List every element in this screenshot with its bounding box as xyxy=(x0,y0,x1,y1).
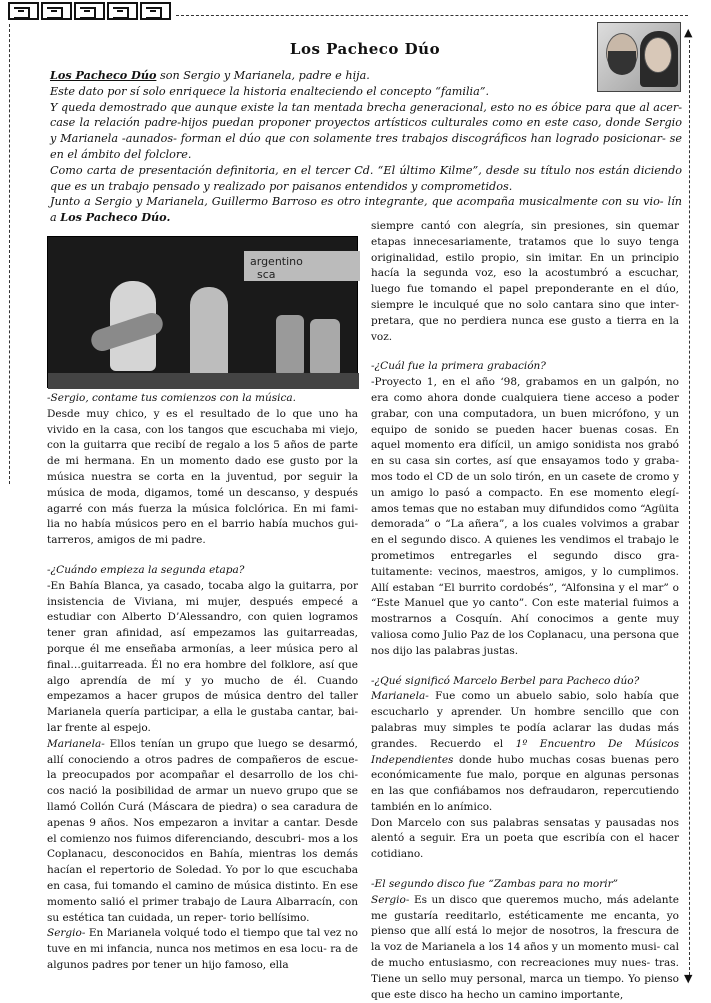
question-6: -¿Qué significó Marcelo Berbel para Pacheco dúo? xyxy=(371,674,640,687)
intro-duo-name: Los Pacheco Dúo. xyxy=(60,210,171,225)
intro-para-3: Como carta de presentación definitoria, en el tercer Cd. “El último Kilme”, desde su título nos están diciendo que es un trabajo pensado y realizado por paisanos entendidos y comprometidos. xyxy=(50,163,682,193)
answer-2: -En Bahía Blanca, ya casado, tocaba algo la guitarra, por insistencia de Viviana, mi mujer, después empecé a estudiar con Alberto D’Alessandro, con quien logramos tener gran afinidad, así empezamos las guitarreadas, porque él me enseñaba armonías, a leer música pero al final…guitarreada. Él no era hombre del folklore, así que algo aprendía de mí y yo mucho de él. Cuando empezamos a hacer grupos de música dentro del taller Marianela quería participar, a ella le gustaba cantar, bai- lar frente al espejo. xyxy=(47,579,358,734)
drum-shape xyxy=(276,315,304,377)
question-5: -¿Cuál fue la primera grabación? xyxy=(371,360,546,373)
answer-5: -Proyecto 1, en el año ‘98, grabamos en un galpón, no era como ahora donde cualquiera tiene acceso a poder grabar, con una computadora, un buen micrófono, y un equipo de sonido se pueden hacer buenas cosas. En aquel momento era difícil, un amigo sonidista nos grabó en su casa sin cortes, así que ensayamos todo y graba- mos todo el CD de un solo tirón, en un casete de cromo y un amigo lo pasó a compacto. En ese momento elegí- amos temas que no estaban muy difundidos como “Agüita demorada” o “La añera”, a los cuales volvimos a grabar en el segundo disco. A quienes les vendimos el trabajo le prometimos entregarles el segundo disco gra- tuitamente: vecinos, maestros, amigos, y lo cumplimos. Allí estaban “El burrito cordobés”, “Alfonsina y el mar” o “Este Manuel que yo canto”. Con este material fuimos a mostrarnos a Cosquín. Ahí conocimos a gente muy valiosa como Julio Paz de los Coplanacu, una persona que nos dijo las palabras justas. xyxy=(371,376,679,657)
speaker-marianela: Marianela- xyxy=(371,690,429,703)
drum-shape xyxy=(310,319,340,377)
question-1: -Sergio, contame tus comienzos con la música. xyxy=(47,392,296,404)
right-dashed-rule xyxy=(689,40,690,980)
intro-para-4: Junto a Sergio y Marianela, Guillermo Barroso es otro integrante, que acompaña musicalmente con su vio- lín a Los Pacheco Dúo. xyxy=(50,195,682,225)
intro-line-2: Este dato por sí solo enriquece la historia enalteciendo el concepto “familia”. xyxy=(50,84,490,98)
stage-banner: argentino sca xyxy=(244,251,360,281)
speaker-sergio: Sergio- xyxy=(47,927,86,940)
question-2: -¿Cuándo empieza la segunda etapa? xyxy=(47,563,245,576)
greek-key-tile xyxy=(140,2,171,20)
answer-4-continued: siempre cantó con alegría, sin presiones, sin quemar etapas innecesariamente, tratamos que lo suyo tenga originalidad, estilo propio, sin imitar. En un principio hacía la segunda voz, eso la acostumbró a escuchar, luego fue tomando el papel preponderante en el dúo, siempre le inculqué que no solo cantara sino que inter- pretara, que no perdiera nunca ese gusto a tierra en la voz. xyxy=(371,220,679,343)
answer-7: Sergio- Es un disco que queremos mucho, más adelante me gustaría reeditarlo, estéticamente me encanta, yo pienso que allí está lo mejor de nosotros, la frescura de la voz de Marianela a los 14 años y un momento musi- cal de mucho entusiasmo, con recreaciones muy nues- tras. Tiene un sello muy personal, marca un tiempo. Yo pienso que este disco ha hecho un camino importante, xyxy=(371,893,679,1001)
singer-figure xyxy=(190,287,228,381)
speaker-sergio: Sergio- xyxy=(371,893,410,906)
stage-floor xyxy=(48,373,359,389)
concert-photo xyxy=(47,236,358,388)
top-dashed-rule xyxy=(176,15,688,16)
intro-lead: Los Pacheco Dúo xyxy=(50,68,157,82)
answer-3: Marianela- Ellos tenían un grupo que luego se desarmó, allí conociendo a otros padres de compañeros de escue- la preocupados por acompañar el desarrollo de los chi- cos nació la posibilidad de armar un nuevo grupo que se llamó Collón Curá (Máscara de piedra) o sea caradura de apenas 9 años. Nos empezaron a invitar a cantar. Desde el comienzo nos fuimos diferenciando, descubri- mos a los Coplanacu, desconocidos en Bahía, mientras los demás hacían el repertorio de Soledad. Yo por lo que escuchaba en casa, fui tomando el camino de música distinto. En ese momento salió el primer trabajo de Laura Albarracín, con su estética tan cuidada, un reper- torio bellísimo. xyxy=(47,737,358,924)
answer-4: Sergio- En Marianela volqué todo el tiempo que tal vez no tuve en mi infancia, nunca nos metimos en esa locu- ra de algunos padres por tener un hijo famoso, ella xyxy=(47,927,358,971)
intro-line-1: Los Pacheco Dúo son Sergio y Marianela, padre e hija. xyxy=(50,68,370,82)
intro-para-2: Y queda demostrado que aunque existe la tan mentada brecha generacional, esto no es óbice para que al acer- case la relación padre-hijos puedan proponer proyectos artísticos culturales como en este caso, donde Sergio y Marianela -aunados- forman el dúo que con solamente tres trabajos discográficos han logrado posicionar- se en el ámbito del folclore. xyxy=(50,100,682,161)
greek-key-tile xyxy=(8,2,39,20)
arrow-up-icon: ▲ xyxy=(684,26,693,39)
answer-6-continued: Don Marcelo con sus palabras sensatas y pausadas nos alentó a seguir. Era un poeta que escribía con el hacer cotidiano. xyxy=(371,816,679,861)
right-column xyxy=(371,219,679,1003)
speaker-marianela: Marianela- xyxy=(47,737,105,750)
intro-text xyxy=(50,68,682,226)
greek-key-tile xyxy=(107,2,138,20)
left-dashed-rule xyxy=(9,24,10,484)
answer-6: Marianela- Fue como un abuelo sabio, solo había que escucharlo y aprender. Un hombre sencillo que con palabras muy simples te podía aclarar las dudas más grandes. Recuerdo el 1º Encuentro De Músicos Independientes donde hubo muchas cosas buenas pero económicamente fue malo, porque en algunas personas en las que confiábamos nos defraudaron, repercutiendo también en lo anímico. xyxy=(371,690,679,813)
event-name: 1º Encuentro De Músicos Independientes xyxy=(371,737,679,766)
arrow-down-icon: ▼ xyxy=(684,972,693,985)
page-title: Los Pacheco Dúo xyxy=(289,40,441,58)
greek-key-border xyxy=(8,2,173,22)
question-7: -El segundo disco fue “Zambas para no morir” xyxy=(371,878,618,891)
greek-key-tile xyxy=(74,2,105,20)
answer-1: Desde muy chico, y es el resultado de lo que uno ha vivido en la casa, con los tangos que escuchaba mi viejo, con la guitarra que recibí de regalo a los 5 años de parte de mi hermana. En un momento dado ese gusto por la música nuestra se corta en la juventud, por seguir la música de moda, digamos, tomé un descanso, y después agarré con más fuerza la música folclórica. En mi fami- lia no había músicos pero en el barrio había muchos gui- tarreros, amigos de mi padre. xyxy=(47,407,358,547)
left-column xyxy=(47,391,358,974)
greek-key-tile xyxy=(41,2,72,20)
